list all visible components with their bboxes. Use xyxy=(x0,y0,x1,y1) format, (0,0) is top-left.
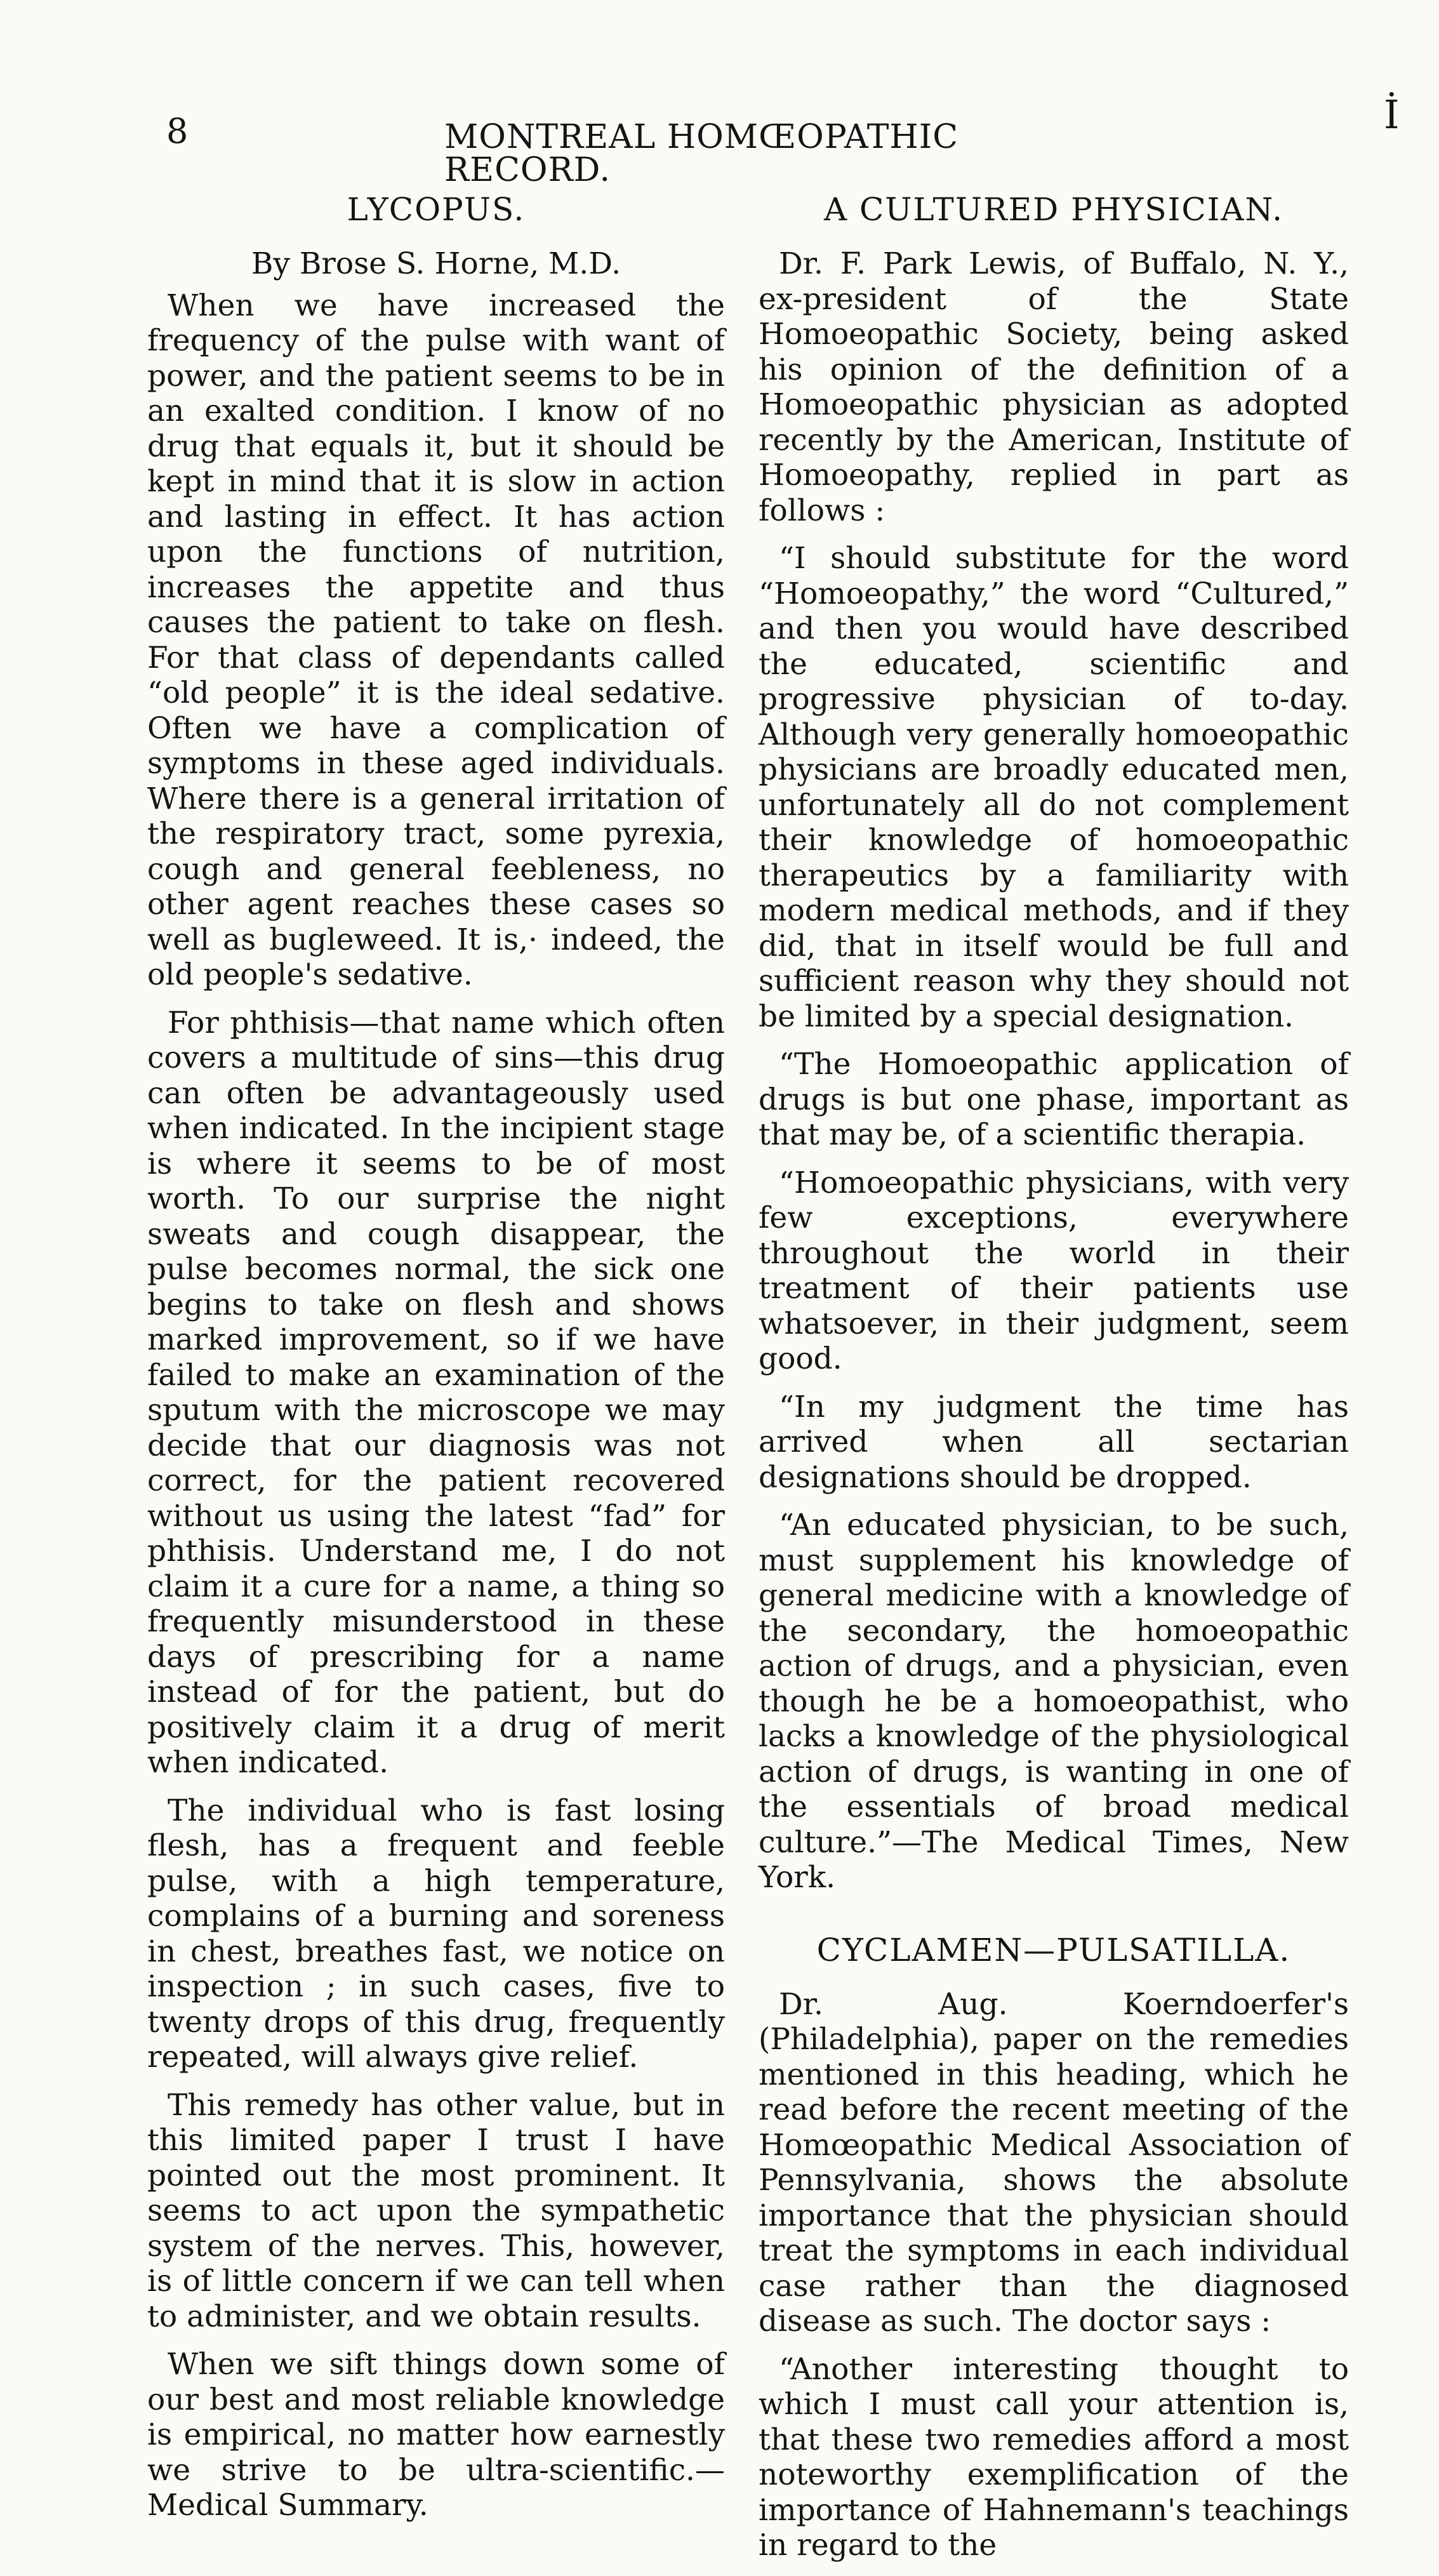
article-paragraph: “Another interesting thought to which I must call your attention is, that these two remedies afford a most noteworthy exemplification of the importance of Hahnemann's teachings in regard to the xyxy=(759,2351,1349,2563)
article-paragraph: Dr. Aug. Koerndoerfer's (Philadelphia), paper on the remedies mentioned in this heading, which he read before the recent meeting of the Homœopathic Medical Association of Pennsylvania, shows the absolute importance that the physician should treat the symptoms in each individual case rather than the diagnosed disease as such. The doctor says : xyxy=(759,1986,1349,2339)
section-spacer xyxy=(759,1908,1349,1931)
page-number: 8 xyxy=(166,111,189,151)
article-paragraph: When we sift things down some of our best and most reliable knowledge is empirical, no matter how earnestly we strive to be ultra-scientific.—Medical Summary. xyxy=(147,2347,725,2523)
article-title-cyclamen-pulsatilla: CYCLAMEN—PULSATILLA. xyxy=(816,1931,1291,1969)
article-byline: By Brose S. Horne, M.D. xyxy=(251,246,621,281)
article-paragraph: When we have increased the frequency of the pulse with want of power, and the patient seems to be in an exalted condition. I know of no drug that equals it, but it should be kept in mind that it is slow in action and lasting in effect. It has action upon the functions of nutrition, increases the appetite and thus causes the patient to take on flesh. For that class of dependants called “old people” it is the ideal sedative. Often we have a complication of symptoms in these aged individuals. Where there is a general irritation of the respiratory tract, some pyrexia, cough and general feebleness, no other agent reaches these cases so well as bugleweed. It is,· indeed, the old people's sedative. xyxy=(147,288,725,992)
article-paragraph: “The Homoeopathic application of drugs is but one phase, important as that may be, of a scientific therapia. xyxy=(759,1047,1349,1152)
article-title-lycopus: LYCOPUS. xyxy=(347,191,526,228)
article-paragraph: For phthisis—that name which often covers a multitude of sins—this drug can often be advantageously used when indicated. In the incipient stage is where it seems to be of most worth. To our surprise the night sweats and cough disappear, the pulse becomes normal, the sick one begins to take on flesh and shows marked improvement, so if we have failed to make an examination of the sputum with the microscope we may decide that our diagnosis was not correct, for the patient recovered without us using the latest “fad” for phthisis. Understand me, I do not claim it a cure for a name, a thing so frequently misunderstood in these days of prescribing for a name instead of for the patient, but do positively claim it a drug of merit when indicated. xyxy=(147,1005,725,1780)
right-column xyxy=(759,190,1349,2576)
article-paragraph: The individual who is fast losing flesh, has a frequent and feeble pulse, with a high temperature, complains of a burning and soreness in chest, breathes fast, we notice on inspection ; in such cases, five to twenty drops of this drug, frequently repeated, will always give relief. xyxy=(147,1793,725,2075)
running-title: MONTREAL HOMŒOPATHIC RECORD. xyxy=(444,118,959,189)
article-paragraph: Dr. F. Park Lewis, of Buffalo, N. Y., ex-president of the State Homoeopathic Society, being asked his opinion of the definition of a Homoeopathic physician as adopted recently by the American, Institute of Homoeopathy, replied in part as follows : xyxy=(759,246,1349,528)
corner-mark: İ xyxy=(1384,91,1400,138)
left-column xyxy=(147,190,725,2536)
article-paragraph: This remedy has other value, but in this limited paper I trust I have pointed out the most prominent. It seems to act upon the sympathetic system of the nerves. This, however, is of little concern if we can tell when to administer, and we obtain results. xyxy=(147,2087,725,2334)
article-title-cultured-physician: A CULTURED PHYSICIAN. xyxy=(824,191,1283,228)
article-paragraph: “An educated physician, to be such, must supplement his knowledge of general medicine with a knowledge of the secondary, the homoeopathic action of drugs, and a physician, even though he be a homoeopathist, who lacks a knowledge of the physiological action of drugs, is wanting in one of the essentials of broad medical culture.”—The Medical Times, New York. xyxy=(759,1508,1349,1895)
article-paragraph: “Homoeopathic physicians, with very few exceptions, everywhere throughout the world in their treatment of their patients use whatsoever, in their judgment, seem good. xyxy=(759,1165,1349,1376)
article-paragraph: “In my judgment the time has arrived when all sectarian designations should be dropped. xyxy=(759,1389,1349,1495)
article-paragraph: “I should substitute for the word “Homoeopathy,” the word “Cultured,” and then you would have described the educated, scientific and progressive physician of to-day. Although very generally homoeopathic physicians are broadly educated men, unfortunately all do not complement their knowledge of homoeopathic therapeutics by a familiarity with modern medical methods, and if they did, that in itself would be full and sufficient reason why they should not be limited by a special designation. xyxy=(759,541,1349,1034)
